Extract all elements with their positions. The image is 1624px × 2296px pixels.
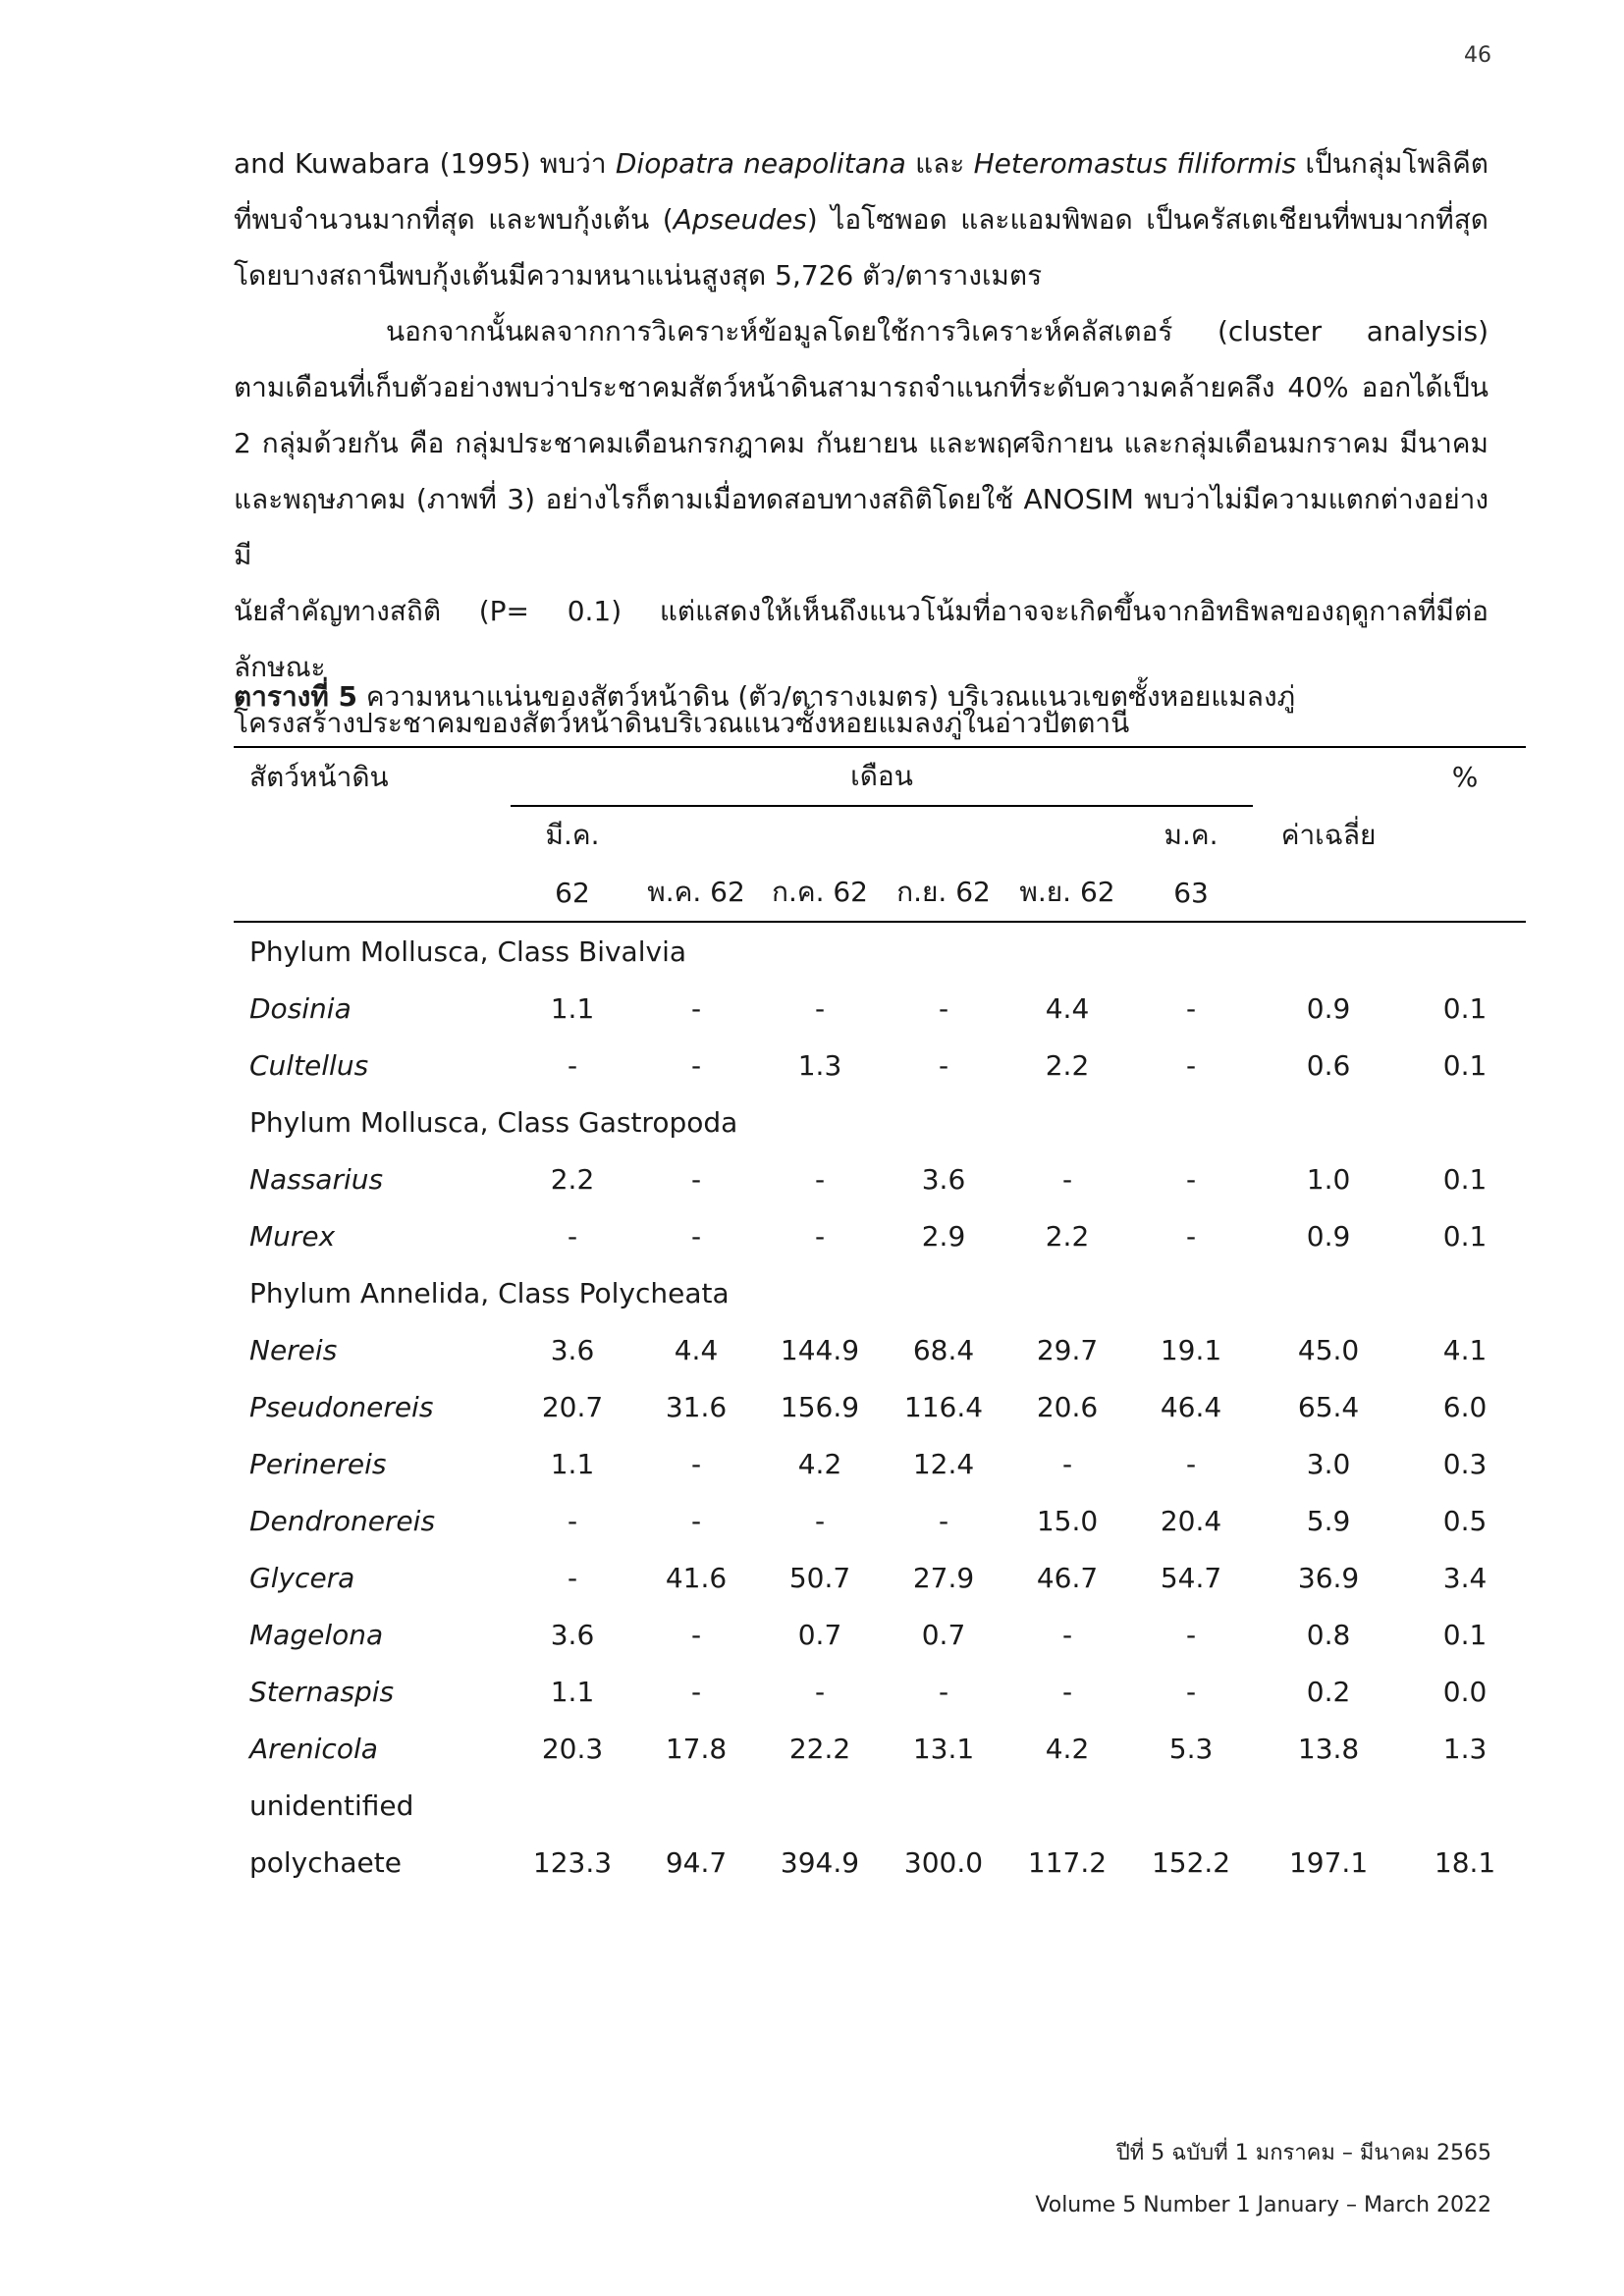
density-value: 2.9	[921, 1219, 966, 1253]
footer-english: Volume 5 Number 1 January – March 2022	[1035, 2193, 1491, 2217]
density-value: -	[567, 1219, 578, 1253]
density-value: 116.4	[903, 1390, 984, 1423]
density-value: -	[1185, 1618, 1197, 1651]
mean-value: 0.2	[1306, 1675, 1351, 1708]
density-value: 13.1	[912, 1732, 975, 1765]
percent-value: 3.4	[1442, 1561, 1488, 1594]
density-value: -	[938, 1675, 949, 1708]
density-value: 394.9	[780, 1845, 860, 1879]
mean-value: 36.9	[1297, 1561, 1360, 1594]
density-value: -	[814, 1675, 826, 1708]
table-row	[234, 1207, 1526, 1264]
density-value: 2.2	[550, 1162, 595, 1196]
density-value: -	[1185, 1219, 1197, 1253]
mean-value: 65.4	[1297, 1390, 1360, 1423]
paragraph-2-line-4: และพฤษภาคม (ภาพที่ 3) อย่างไรก็ตามเมื่อทดสอบทางสถิติโดยใช้ ANOSIM พบว่าไม่มีความแตกต่างอย่างมี	[234, 483, 1489, 571]
density-value: 4.4	[674, 1333, 719, 1366]
density-value: 4.2	[1045, 1732, 1090, 1765]
taxon-name: Nereis	[249, 1333, 338, 1366]
taxon-name: Nassarius	[249, 1162, 384, 1196]
density-value: 1.3	[797, 1048, 842, 1082]
group-row	[234, 922, 1526, 980]
header-percent: %	[1451, 761, 1479, 793]
taxon-name: Glycera	[249, 1561, 355, 1594]
header-spacer	[1404, 864, 1526, 922]
table-row	[234, 1378, 1526, 1435]
mean-value: 0.9	[1306, 991, 1351, 1025]
taxon-name-line-1: unidentified	[249, 1789, 414, 1822]
density-value: 94.7	[665, 1845, 728, 1879]
header-month-bottom: ก.ค. 62	[771, 876, 868, 908]
text-run: ที่พบจำนวนมากที่สุด และพบกุ้งเต้น (	[234, 203, 674, 236]
percent-value: 0.1	[1442, 1162, 1488, 1196]
density-value: 20.4	[1160, 1504, 1222, 1537]
taxon-name: Dendronereis	[249, 1504, 436, 1537]
table-row	[234, 1435, 1526, 1492]
percent-value: 18.1	[1434, 1845, 1496, 1879]
density-value: -	[1061, 1675, 1073, 1708]
density-value: -	[1185, 1675, 1197, 1708]
density-value: -	[690, 1048, 702, 1082]
header-mean-spacer	[1253, 747, 1404, 806]
percent-value: 0.1	[1442, 1048, 1488, 1082]
density-value: -	[1061, 1447, 1073, 1480]
paragraph-1-line-1	[234, 135, 1489, 191]
density-value: 3.6	[550, 1333, 595, 1366]
density-table	[234, 746, 1526, 1891]
paragraph-2-line-5: นัยสำคัญทางสถิติ (P= 0.1) แต่แสดงให้เห็นถึงแนวโน้มที่อาจจะเกิดขึ้นจากอิทธิพลของฤดูกาลที่มีต่อลักษณะ	[234, 595, 1489, 683]
taxon-name: Sternaspis	[249, 1675, 395, 1708]
mean-value: 45.0	[1297, 1333, 1360, 1366]
header-month-bottom: 63	[1173, 876, 1209, 909]
density-value: 156.9	[780, 1390, 860, 1423]
density-value: -	[567, 1561, 578, 1594]
header-month-bottom: พ.ค. 62	[647, 876, 745, 908]
density-value: 2.2	[1045, 1048, 1090, 1082]
genus-name: Apseudes	[673, 203, 807, 236]
header-month-bottom: พ.ย. 62	[1019, 876, 1115, 908]
footer	[1035, 2127, 1491, 2231]
group-title: Phylum Annelida, Class Polycheata	[249, 1276, 730, 1309]
density-value: 29.7	[1036, 1333, 1099, 1366]
table-row	[234, 1834, 1526, 1891]
paragraph-2-line-2: ตามเดือนที่เก็บตัวอย่างพบว่าประชาคมสัตว์หน้าดินสามารถจำแนกที่ระดับความคล้ายคลึง 40% ออกได้เป็น	[234, 371, 1489, 403]
header-month-bottom: 62	[555, 876, 590, 909]
percent-value: 0.3	[1442, 1447, 1488, 1480]
table-row	[234, 1606, 1526, 1663]
page-number: 46	[1464, 43, 1491, 68]
density-value: -	[938, 991, 949, 1025]
density-value: -	[814, 1162, 826, 1196]
density-value: 300.0	[903, 1845, 984, 1879]
density-value: -	[567, 1504, 578, 1537]
paragraph-2-line-6: โครงสร้างประชาคมของสัตว์หน้าดินบริเวณแนวซั้งหอยแมลงภู่ในอ่าวปัตตานี	[234, 707, 1130, 739]
percent-value: 1.3	[1442, 1732, 1488, 1765]
paragraph-1-line-3: โดยบางสถานีพบกุ้งเต้นมีความหนาแน่นสูงสุด 5,726 ตัว/ตารางเมตร	[234, 259, 1043, 292]
taxon-name: Arenicola	[249, 1732, 378, 1765]
density-value: 1.1	[550, 991, 595, 1025]
mean-value: 5.9	[1306, 1504, 1351, 1537]
density-value: -	[1185, 1162, 1197, 1196]
header-month-top: มี.ค.	[545, 819, 600, 851]
mean-value: 1.0	[1306, 1162, 1351, 1196]
density-value: -	[814, 1504, 826, 1537]
mean-value: 3.0	[1306, 1447, 1351, 1480]
density-value: 20.3	[541, 1732, 604, 1765]
taxon-name: Magelona	[249, 1618, 384, 1651]
density-value: 4.4	[1045, 991, 1090, 1025]
taxon-name: Murex	[249, 1219, 336, 1253]
density-value: -	[567, 1048, 578, 1082]
density-value: 3.6	[921, 1162, 966, 1196]
density-value: 15.0	[1036, 1504, 1099, 1537]
density-value: 17.8	[665, 1732, 728, 1765]
taxon-name-line-2: polychaete	[249, 1845, 402, 1879]
group-title: Phylum Mollusca, Class Bivalvia	[249, 934, 687, 968]
table-row	[234, 1663, 1526, 1720]
header-month-group: เดือน	[511, 747, 1253, 806]
density-value: 1.1	[550, 1675, 595, 1708]
table-row	[234, 1720, 1526, 1777]
header-taxon: สัตว์หน้าดิน	[249, 760, 389, 793]
density-value: -	[1185, 1447, 1197, 1480]
density-value: 117.2	[1027, 1845, 1108, 1879]
density-value: 50.7	[788, 1561, 851, 1594]
taxon-name: Pseudonereis	[249, 1390, 434, 1423]
paragraph-1-line-2	[234, 191, 1489, 247]
density-value: 54.7	[1160, 1561, 1222, 1594]
species-name: Heteromastus filiformis	[973, 147, 1297, 180]
table-caption	[234, 677, 1295, 717]
header-month-top	[634, 806, 758, 864]
density-value: 12.4	[912, 1447, 975, 1480]
density-value: 22.2	[788, 1732, 851, 1765]
percent-value: 0.1	[1442, 1219, 1488, 1253]
table-body	[234, 922, 1526, 1891]
density-value: 3.6	[550, 1618, 595, 1651]
text-run: และ	[905, 147, 974, 180]
header-month-top: ม.ค.	[1164, 819, 1218, 851]
density-value: -	[690, 1447, 702, 1480]
density-value: 19.1	[1160, 1333, 1222, 1366]
density-value: -	[690, 1618, 702, 1651]
table-caption-label: ตารางที่ 5	[234, 680, 358, 713]
body-text	[234, 135, 1489, 751]
group-row	[234, 1094, 1526, 1150]
density-value: 123.3	[532, 1845, 613, 1879]
density-value: 46.4	[1160, 1390, 1222, 1423]
density-value: 152.2	[1151, 1845, 1231, 1879]
mean-value: 0.6	[1306, 1048, 1351, 1082]
density-value: -	[1061, 1162, 1073, 1196]
table-row	[234, 1037, 1526, 1094]
density-value: -	[690, 1504, 702, 1537]
header-month-bottom: ก.ย. 62	[896, 876, 991, 908]
density-value: -	[690, 991, 702, 1025]
density-value: 20.7	[541, 1390, 604, 1423]
density-value: 41.6	[665, 1561, 728, 1594]
header-spacer	[1404, 806, 1526, 864]
table-row	[234, 1777, 1526, 1834]
group-row	[234, 1264, 1526, 1321]
paragraph-2-line-1: นอกจากนั้นผลจากการวิเคราะห์ข้อมูลโดยใช้การวิเคราะห์คลัสเตอร์ (cluster analysis)	[386, 315, 1489, 347]
text-run: and Kuwabara (1995) พบว่า	[234, 147, 616, 180]
header-spacer	[1253, 864, 1404, 922]
percent-value: 4.1	[1442, 1333, 1488, 1366]
density-value: 31.6	[665, 1390, 728, 1423]
table-caption-text: ความหนาแน่นของสัตว์หน้าดิน (ตัว/ตารางเมตร) บริเวณแนวเขตซั้งหอยแมลงภู่	[357, 680, 1296, 713]
density-value: 1.1	[550, 1447, 595, 1480]
group-title: Phylum Mollusca, Class Gastropoda	[249, 1105, 738, 1139]
density-value: -	[690, 1219, 702, 1253]
density-value: 0.7	[921, 1618, 966, 1651]
header-month-top	[882, 806, 1005, 864]
taxon-name: Cultellus	[249, 1048, 369, 1082]
mean-value: 0.8	[1306, 1618, 1351, 1651]
density-value: -	[1185, 1048, 1197, 1082]
header-month-top	[758, 806, 882, 864]
percent-value: 6.0	[1442, 1390, 1488, 1423]
table-row	[234, 1492, 1526, 1549]
header-month-top	[1005, 806, 1129, 864]
text-run: เป็นกลุ่มโพลิคีต	[1296, 147, 1489, 180]
density-value: 2.2	[1045, 1219, 1090, 1253]
density-value: -	[814, 991, 826, 1025]
percent-value: 0.1	[1442, 1618, 1488, 1651]
density-value: 144.9	[780, 1333, 860, 1366]
species-name: Diopatra neapolitana	[615, 147, 906, 180]
mean-value: 0.9	[1306, 1219, 1351, 1253]
density-value: -	[938, 1504, 949, 1537]
density-value: -	[690, 1162, 702, 1196]
density-value: 4.2	[797, 1447, 842, 1480]
density-value: -	[814, 1219, 826, 1253]
mean-value: 13.8	[1297, 1732, 1360, 1765]
header-spacer	[234, 806, 511, 864]
table-row	[234, 980, 1526, 1037]
density-value: -	[690, 1675, 702, 1708]
density-value: -	[1061, 1618, 1073, 1651]
table-row	[234, 1549, 1526, 1606]
density-value: -	[938, 1048, 949, 1082]
density-value: 20.6	[1036, 1390, 1099, 1423]
table-row	[234, 1150, 1526, 1207]
density-value: 46.7	[1036, 1561, 1099, 1594]
percent-value: 0.5	[1442, 1504, 1488, 1537]
density-value: 27.9	[912, 1561, 975, 1594]
percent-value: 0.0	[1442, 1675, 1488, 1708]
percent-value: 0.1	[1442, 991, 1488, 1025]
taxon-name: Perinereis	[249, 1447, 387, 1480]
text-run: ) ไอโซพอด และแอมพิพอด เป็นครัสเตเชียนที่พบมากที่สุด	[806, 203, 1489, 236]
footer-thai: ปีที่ 5 ฉบับที่ 1 มกราคม – มีนาคม 2565	[1115, 2141, 1491, 2165]
taxon-name: Dosinia	[249, 991, 352, 1025]
header-mean: ค่าเฉลี่ย	[1280, 818, 1377, 851]
table-row	[234, 1321, 1526, 1378]
density-value: 68.4	[912, 1333, 975, 1366]
paragraph-2-line-3: 2 กลุ่มด้วยกัน คือ กลุ่มประชาคมเดือนกรกฎาคม กันยายน และพฤศจิกายน และกลุ่มเดือนมกราคม มีนาคม	[234, 427, 1489, 459]
header-spacer	[234, 864, 511, 922]
mean-value: 197.1	[1288, 1845, 1369, 1879]
density-value: 5.3	[1168, 1732, 1214, 1765]
density-value: 0.7	[797, 1618, 842, 1651]
density-value: -	[1185, 991, 1197, 1025]
